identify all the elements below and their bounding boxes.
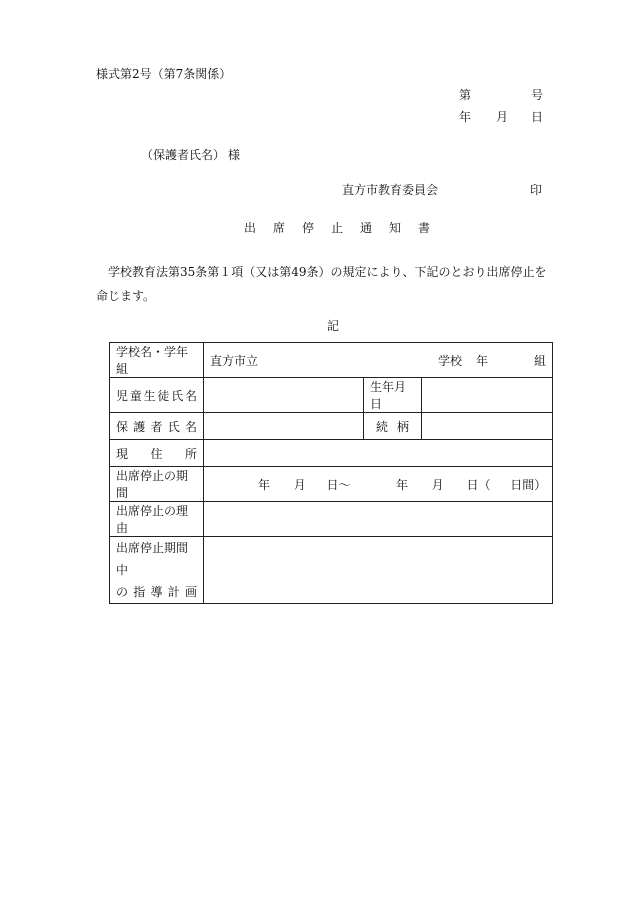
title-char: 書 [418,221,431,235]
title-char: 席 [273,221,286,235]
document-number-prefix: 第 [459,88,472,102]
school-class: 組 [534,353,547,368]
reason-label: 出席停止の理由 [110,502,204,537]
guardian-name-value[interactable] [204,413,364,440]
issuer-name: 直方市教育委員会 [342,183,439,197]
guardian-name-label: 保 護 者 氏 名 [110,413,204,440]
date-day: 日 [531,110,544,124]
title-char: 出 [244,221,257,235]
title-char: 通 [360,221,373,235]
guidance-row [110,537,553,604]
addressee-label: （保護者氏名） [141,148,226,162]
seal-mark: 印 [530,183,543,197]
reason-value[interactable] [204,502,553,537]
title-char: 止 [331,221,344,235]
body-paragraph: 学校教育法第35条第１項（又は第49条）の規定により、下記のとおり出席停止を命じます。 [96,265,547,303]
guardian-row [110,413,553,440]
period-label: 出席停止の期間 [110,467,204,502]
document-title [244,222,447,234]
notice-form-table [109,342,553,604]
period-value[interactable]: 年 月 日～ 年 月 日（ 日間） [204,467,553,502]
addressee-honorific: 様 [228,148,241,162]
title-char: 知 [389,221,402,235]
birthdate-label: 生年月日 [364,378,422,413]
student-name-label: 児 童 生 徒 氏 名 [110,378,204,413]
period-row [110,467,553,502]
student-name-value[interactable] [204,378,364,413]
guidance-value[interactable] [204,537,553,604]
birthdate-value[interactable] [422,378,553,413]
school-city: 直方市立 [210,353,259,368]
school-row [110,343,553,378]
reason-row [110,502,553,537]
address-value[interactable] [204,440,553,467]
address-row [110,440,553,467]
ki-heading: 記 [327,319,340,333]
date-year: 年 [459,110,472,124]
date-month: 月 [496,110,509,124]
document-number-suffix: 号 [531,88,544,102]
school-grade: 年 [476,353,489,368]
relation-label: 続 柄 [364,413,422,440]
school-suffix: 学校 [438,353,463,368]
school-value [204,343,553,378]
guidance-label: 出席停止期間中 の 指 導 計 画 [110,537,204,604]
relation-value[interactable] [422,413,553,440]
title-char: 停 [302,221,315,235]
form-number: 様式第2号（第7条関係） [96,67,232,81]
school-label: 学校名・学年組 [110,343,204,378]
address-label: 現 住 所 [110,440,204,467]
student-row [110,378,553,413]
